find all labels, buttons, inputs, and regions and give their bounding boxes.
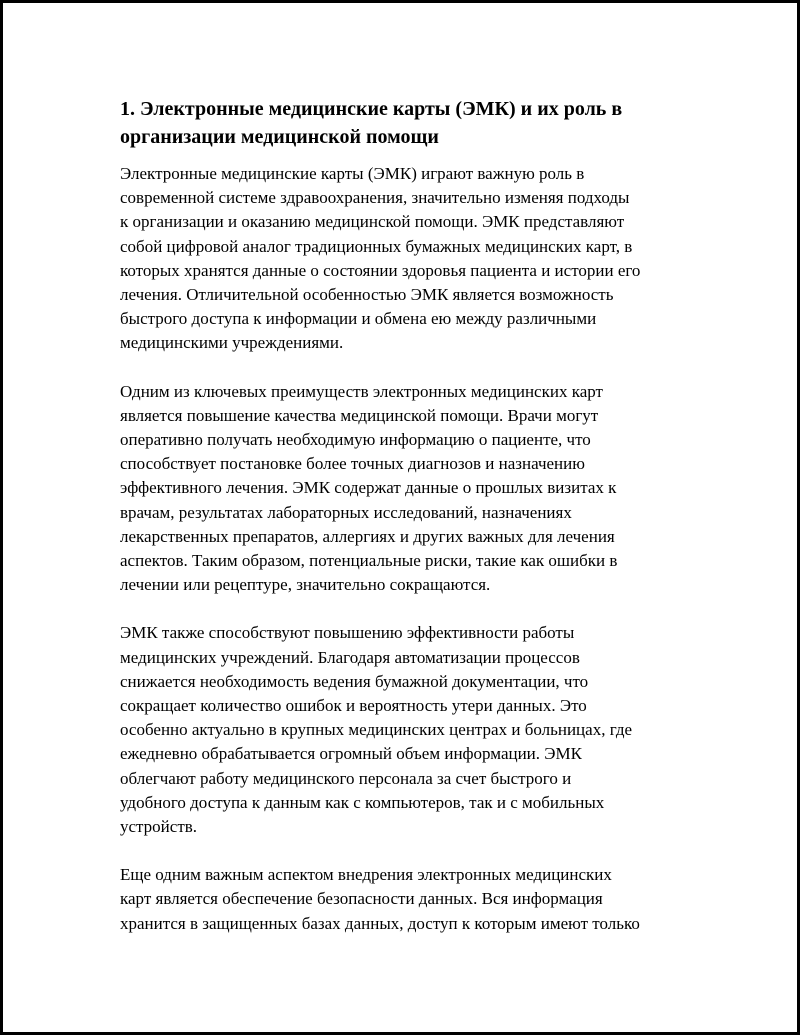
text-line: к организации и оказанию медицинской помощи. ЭМК представляют <box>120 212 625 232</box>
text-line: является повышение качества медицинской помощи. Врачи могут <box>120 405 599 425</box>
text-line: облегчают работу медицинского персонала за счет быстрого и <box>120 768 572 788</box>
text-line: лечения. Отличительной особенностью ЭМК является возможность <box>120 285 614 305</box>
text-line: врачам, результатах лабораторных исследований, назначениях <box>120 502 572 522</box>
text-line: Еще одним важным аспектом внедрения электронных медицинских <box>120 865 612 885</box>
text-line: хранится в защищенных базах данных, доступ к которым имеют только <box>120 913 640 933</box>
text-line: медицинскими учреждениями. <box>120 333 344 353</box>
text-line: удобного доступа к данным как с компьютеров, так и с мобильных <box>120 792 605 812</box>
text-line: которых хранятся данные о состоянии здоровья пациента и истории его <box>120 260 641 280</box>
paragraph-4 <box>120 863 700 936</box>
text-line: лекарственных препаратов, аллергиях и других важных для лечения <box>120 526 615 546</box>
section-title-line: организации медицинской помощи <box>120 126 439 148</box>
text-line: современной системе здравоохранения, значительно изменяя подходы <box>120 188 630 208</box>
text-line: лечении или рецептуре, значительно сокращаются. <box>120 575 491 595</box>
paragraph-2 <box>120 380 700 598</box>
text-line: особенно актуально в крупных медицинских центрах и больницах, где <box>120 720 633 740</box>
text-line: Электронные медицинские карты (ЭМК) играют важную роль в <box>120 164 585 183</box>
text-line: эффективного лечения. ЭМК содержат данные о прошлых визитах к <box>120 478 617 498</box>
text-line: снижается необходимость ведения бумажной документации, что <box>120 671 589 691</box>
section-title <box>120 95 700 151</box>
text-line: собой цифровой аналог традиционных бумажных медицинских карт, в <box>120 236 633 256</box>
text-line: способствует постановке более точных диагнозов и назначению <box>120 454 585 474</box>
paragraph-3 <box>120 621 700 839</box>
text-line: ежедневно обрабатывается огромный объем информации. ЭМК <box>120 744 582 764</box>
document-body <box>120 95 700 960</box>
text-line: устройств. <box>120 817 198 837</box>
text-line: быстрого доступа к информации и обмена ею между различными <box>120 309 597 329</box>
text-line: медицинских учреждений. Благодаря автоматизации процессов <box>120 647 580 667</box>
text-line: оперативно получать необходимую информацию о пациенте, что <box>120 430 591 450</box>
text-line: карт является обеспечение безопасности данных. Вся информация <box>120 889 603 909</box>
text-line: Одним из ключевых преимуществ электронных медицинских карт <box>120 381 603 401</box>
text-line: аспектов. Таким образом, потенциальные риски, такие как ошибки в <box>120 551 618 571</box>
text-line: ЭМК также способствуют повышению эффективности работы <box>120 623 575 643</box>
paragraph-1 <box>120 162 700 356</box>
text-line: сокращает количество ошибок и вероятность утери данных. Это <box>120 696 587 716</box>
section-title-line: 1. Электронные медицинские карты (ЭМК) и их роль в <box>120 98 623 120</box>
